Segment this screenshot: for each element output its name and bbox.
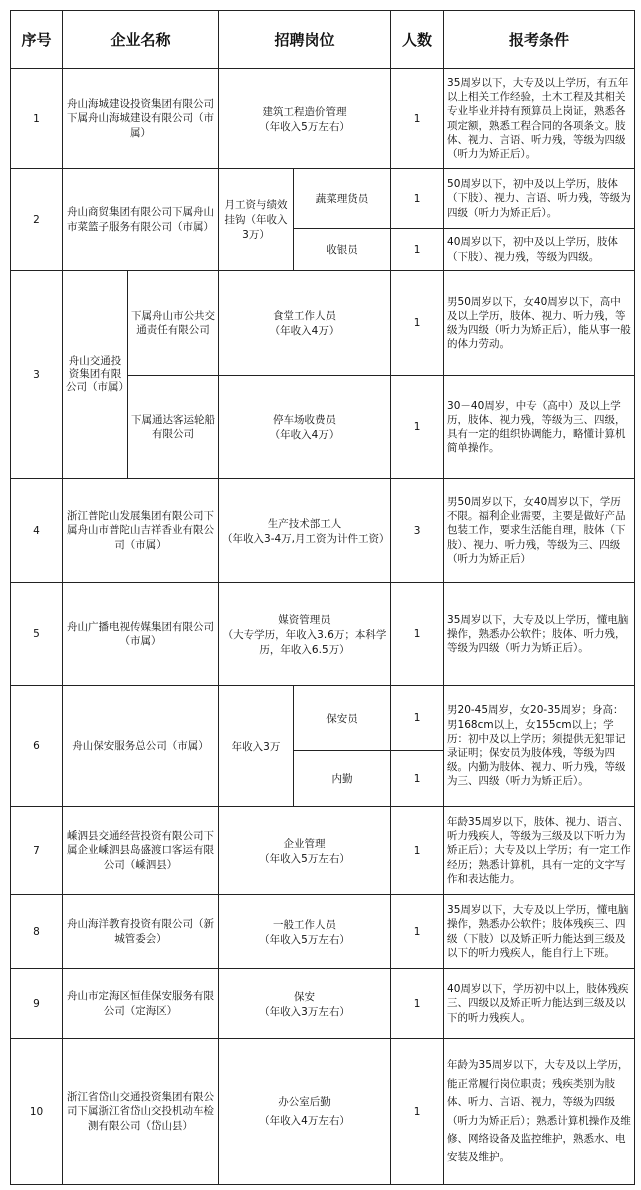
headcount: 1 (391, 229, 444, 271)
header-row (11, 11, 635, 69)
company-name: 舟山商贸集团有限公司下属舟山市菜篮子服务有限公司（市属） (63, 169, 219, 271)
table-row (11, 169, 635, 229)
requirements: 35周岁以下，大专及以上学历，有五年以上相关工作经验，土木工程及其相关专业毕业并持有预算员上岗证，熟悉各项定额，熟悉工程合同的各项条文。肢体、视力、言语、听力残，等级为四级（听力为矫正后）。 (444, 69, 635, 169)
company-name: 舟山海城建设投资集团有限公司下属舟山海城建设有限公司（市属） (63, 69, 219, 169)
headcount: 1 (391, 271, 444, 376)
subsidiary-name: 下属舟山市公共交通责任有限公司 (128, 271, 219, 376)
table-row (11, 895, 635, 969)
headcount: 1 (391, 169, 444, 229)
headcount: 1 (391, 686, 444, 751)
row-no: 5 (11, 583, 63, 686)
table-row (11, 807, 635, 895)
row-no: 9 (11, 969, 63, 1039)
salary-note: 年收入3万 (219, 686, 294, 807)
header-requirements: 报考条件 (444, 11, 635, 69)
position: 保安 （年收入3万左右） (219, 969, 391, 1039)
position: 企业管理 （年收入5万左右） (219, 807, 391, 895)
table-row (11, 1039, 635, 1185)
requirements: 40周岁以下，初中及以上学历，肢体（下肢）、视力残，等级为四级。 (444, 229, 635, 271)
company-name: 舟山交通投资集团有限公司（市属） (63, 271, 128, 479)
position: 停车场收费员 （年收入4万） (219, 376, 391, 479)
headcount: 1 (391, 583, 444, 686)
requirements: 男50周岁以下，女40周岁以下，学历不限。福利企业需要，主要是做好产品包装工作，要求生活能自理，肢体（下肢）、视力、听力残，等级为三、四级（听力为矫正后） (444, 479, 635, 583)
position: 收银员 (294, 229, 391, 271)
company-name: 嵊泗县交通经营投资有限公司下属企业嵊泗县岛盛渡口客运有限公司（嵊泗县） (63, 807, 219, 895)
row-no: 4 (11, 479, 63, 583)
requirements: 年龄为35周岁以下，大专及以上学历，能正常履行岗位职责；残疾类别为肢体、听力、言语、视力，等级为四级（听力为矫正后）；熟悉计算机操作及维修、网络设备及监控维护，熟悉水、电安装及维护。 (444, 1039, 635, 1185)
table-row (11, 479, 635, 583)
position: 建筑工程造价管理 （年收入5万左右） (219, 69, 391, 169)
requirements: 男20-45周岁，女20-35周岁；身高：男168cm以上，女155cm以上；学历：初中及以上学历；须提供无犯罪记录证明；保安员为肢体残，等级为四级。内勤为肢体、视力、听力残，等级为三、四级（听力为矫正后）。 (444, 686, 635, 807)
position: 内勤 (294, 751, 391, 807)
company-name: 舟山保安服务总公司（市属） (63, 686, 219, 807)
requirements: 35周岁以下，大专及以上学历，懂电脑操作，熟悉办公软件；肢体残疾三、四级（下肢）以及矫正听力能达到三级及以下的听力残疾人，能自行上下班。 (444, 895, 635, 969)
row-no: 6 (11, 686, 63, 807)
header-no: 序号 (11, 11, 63, 69)
table-row (11, 969, 635, 1039)
position: 食堂工作人员 （年收入4万） (219, 271, 391, 376)
row-no: 3 (11, 271, 63, 479)
headcount: 1 (391, 895, 444, 969)
row-no: 10 (11, 1039, 63, 1185)
table-row (11, 686, 635, 751)
company-name: 舟山海洋教育投资有限公司（新城管委会） (63, 895, 219, 969)
salary-note: 月工资与绩效挂钩（年收入3万） (219, 169, 294, 271)
company-name: 浙江省岱山交通投资集团有限公司下属浙江省岱山交投机动车检测有限公司（岱山县） (63, 1039, 219, 1185)
header-company: 企业名称 (63, 11, 219, 69)
position: 生产技术部工人 （年收入3-4万,月工资为计件工资） (219, 479, 391, 583)
recruitment-table (10, 10, 635, 1185)
headcount: 1 (391, 969, 444, 1039)
position: 媒资管理员 （大专学历，年收入3.6万；本科学历，年收入6.5万） (219, 583, 391, 686)
table-row (11, 69, 635, 169)
requirements: 40周岁以下，学历初中以上，肢体残疾三、四级以及矫正听力能达到三级及以下的听力残疾人。 (444, 969, 635, 1039)
company-name: 舟山市定海区恒佳保安服务有限公司（定海区） (63, 969, 219, 1039)
table-row (11, 583, 635, 686)
headcount: 1 (391, 69, 444, 169)
headcount: 1 (391, 751, 444, 807)
table-row (11, 271, 635, 376)
requirements: 35周岁以下，大专及以上学历，懂电脑操作，熟悉办公软件；肢体、听力残，等级为四级（听力为矫正后）。 (444, 583, 635, 686)
company-name: 浙江普陀山发展集团有限公司下属舟山市普陀山吉祥香业有限公司（市属） (63, 479, 219, 583)
subsidiary-name: 下属通达客运轮船有限公司 (128, 376, 219, 479)
row-no: 1 (11, 69, 63, 169)
row-no: 8 (11, 895, 63, 969)
headcount: 3 (391, 479, 444, 583)
headcount: 1 (391, 1039, 444, 1185)
headcount: 1 (391, 376, 444, 479)
headcount: 1 (391, 807, 444, 895)
position: 蔬菜理货员 (294, 169, 391, 229)
requirements: 30－40周岁，中专（高中）及以上学历，肢体、视力残，等级为三、四级，具有一定的组织协调能力，略懂计算机简单操作。 (444, 376, 635, 479)
header-position: 招聘岗位 (219, 11, 391, 69)
requirements: 男50周岁以下，女40周岁以下，高中及以上学历，肢体、视力、听力残，等级为四级（听力为矫正后），能从事一般的体力劳动。 (444, 271, 635, 376)
row-no: 7 (11, 807, 63, 895)
company-name: 舟山广播电视传媒集团有限公司（市属） (63, 583, 219, 686)
requirements: 50周岁以下，初中及以上学历，肢体（下肢）、视力、言语、听力残，等级为四级（听力为矫正后）。 (444, 169, 635, 229)
requirements: 年龄35周岁以下，肢体、视力、语言、听力残疾人，等级为三级及以下听力为矫正后）；大专及以上学历；有一定工作经历；熟悉计算机，具有一定的文字写作和表达能力。 (444, 807, 635, 895)
row-no: 2 (11, 169, 63, 271)
header-count: 人数 (391, 11, 444, 69)
position: 保安员 (294, 686, 391, 751)
position: 一般工作人员 （年收入5万左右） (219, 895, 391, 969)
position: 办公室后勤 （年收入4万左右） (219, 1039, 391, 1185)
